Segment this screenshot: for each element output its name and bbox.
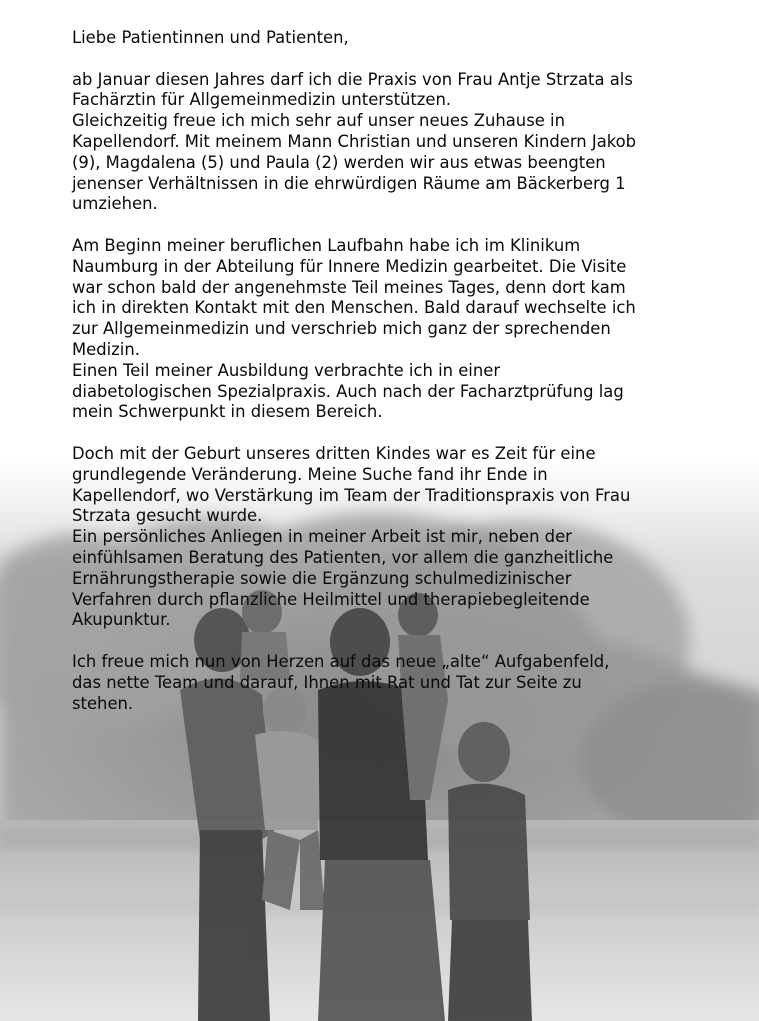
- closing: Ich freue mich nun von Herzen auf das neue „alte“ Aufgabenfeld, das nette Team und darauf, Ihnen mit Rat und Tat zur Seite zu stehen.: [72, 651, 610, 713]
- paragraph-2a: Am Beginn meiner beruflichen Laufbahn habe ich im Klinikum Naumburg in der Abteilung für Innere Medizin gearbeitet. Die Visite war schon bald der angenehmste Teil meines Tages, denn dort kam ich in direkten Kontakt mit den Menschen. Bald darauf wechselte ich zur Allgemeinmedizin und verschrieb mich ganz der sprechenden Medizin.: [72, 235, 636, 359]
- paragraph-1a: ab Januar diesen Jahres darf ich die Praxis von Frau Antje Strzata als Fachärztin für Allgemeinmedizin unterstützen.: [72, 69, 633, 110]
- paragraph-gap: [72, 215, 702, 236]
- paragraph-3a: Doch mit der Geburt unseres dritten Kindes war es Zeit für eine grundlegende Veränderung. Meine Suche fand ihr Ende in Kapellendorf, wo Verstärkung im Team der Traditionspraxis von Frau Strzata gesucht wurde.: [72, 443, 631, 526]
- letter-body: [72, 28, 702, 714]
- salutation: Liebe Patientinnen und Patienten,: [72, 28, 349, 47]
- paragraph-gap: [72, 631, 702, 652]
- paragraph-3b: Ein persönliches Anliegen in meiner Arbeit ist mir, neben der einfühlsamen Beratung des Patienten, vor allem die ganzheitliche Ernährungstherapie sowie die Ergänzung schulmedizinischer Verfahren durch pflanzliche Heilmittel und therapiebegleitende Akupunktur.: [72, 527, 614, 630]
- paragraph-gap: [72, 49, 702, 70]
- paragraph-2b: Einen Teil meiner Ausbildung verbrachte ich in einer diabetologischen Spezialpraxis. Auch nach der Facharztprüfung lag mein Schwerpunkt in diesem Bereich.: [72, 360, 624, 422]
- paragraph-gap: [72, 423, 702, 444]
- paragraph-1b: Gleichzeitig freue ich mich sehr auf unser neues Zuhause in Kapellendorf. Mit meinem Mann Christian und unseren Kindern Jakob (9), Magdalena (5) und Paula (2) werden wir aus etwas beengten jenenser Verhältnissen in die ehrwürdigen Räume am Bäckerberg 1 umziehen.: [72, 111, 637, 214]
